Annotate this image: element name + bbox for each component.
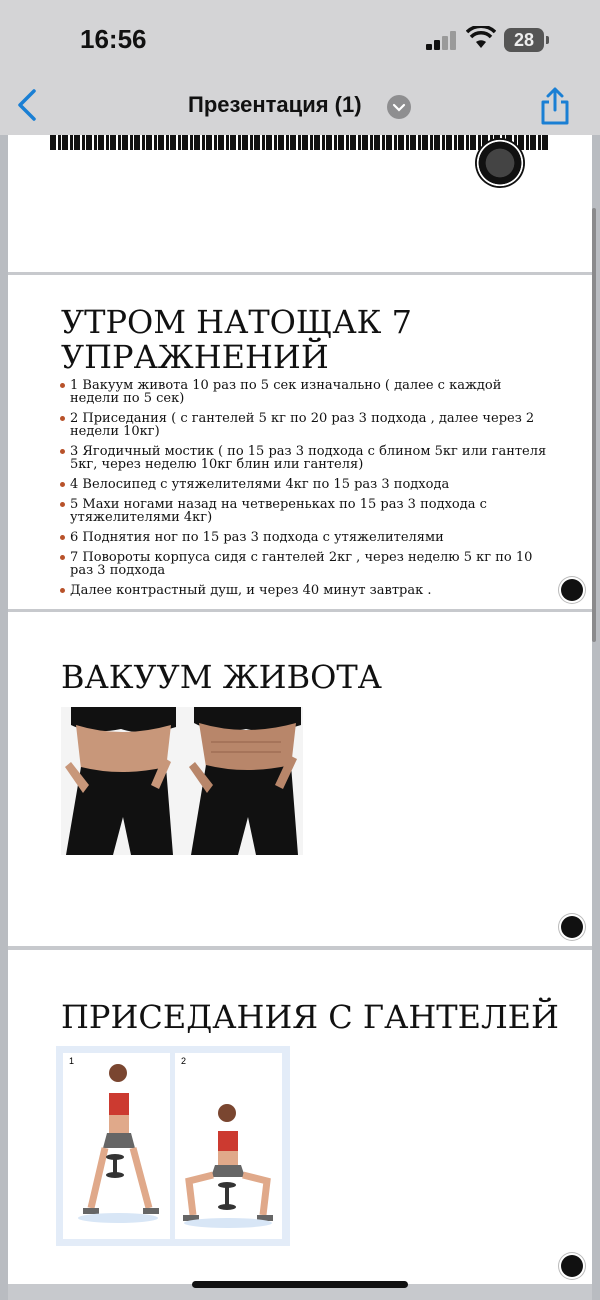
title-menu-chevron-icon[interactable] [387,95,411,119]
back-chevron-icon[interactable] [14,88,40,122]
scroll-indicator[interactable] [592,208,596,642]
list-item: 4 Велосипед с утяжелителями 4кг по 15 раз 3 подхода [60,478,550,491]
cellular-signal-icon [426,30,458,50]
slide-marker-icon[interactable] [561,1255,583,1277]
slide-heading: УТРОМ НАТОЩАК 7 УПРАЖНЕНИЙ [61,303,412,376]
squat-step-2 [175,1053,282,1239]
home-indicator[interactable] [192,1281,408,1288]
slide-marker-icon[interactable] [561,916,583,938]
list-item: Далее контрастный душ, и через 40 минут завтрак . [60,584,550,597]
slide-marker-icon[interactable] [561,579,583,601]
squat-illustration [56,1046,290,1246]
step-number: 2 [181,1056,187,1066]
list-item: 3 Ягодичный мостик ( по 15 раз 3 подхода с блином 5кг или гантеля 5кг, через неделю 10кг блин или гантеля) [60,445,550,471]
list-item: 2 Приседания ( с гантелей 5 кг по 20 раз 3 подхода , далее через 2 недели 10кг) [60,412,550,438]
squat-step-1 [63,1053,170,1239]
list-item: 7 Повороты корпуса сидя с гантелей 2кг , через неделю 5 кг по 10 раз 3 подхода [60,551,550,577]
list-item: 6 Поднятия ног по 15 раз 3 подхода с утяжелителями [60,531,550,544]
battery-icon: 28 [504,28,544,52]
status-time: 16:56 [80,24,147,54]
slide-previous [8,135,592,272]
stamp-logo [475,138,525,188]
list-item: 1 Вакуум живота 10 раз по 5 сек изначально ( далее с каждой недели по 5 сек) [60,379,550,405]
exercise-list [60,379,550,604]
share-icon[interactable] [538,86,572,126]
wifi-icon [466,26,496,50]
slide-heading: ВАКУУМ ЖИВОТА [61,658,382,696]
decorative-border [50,135,548,150]
slide-heading: ПРИСЕДАНИЯ С ГАНТЕЛЕЙ [61,998,559,1036]
list-item: 5 Махи ногами назад на четвереньках по 15 раз 3 подхода с утяжелителями 4кг) [60,498,550,524]
top-bar [0,0,600,135]
document-title[interactable]: Презентация (1) [188,92,362,117]
slide-squats [8,950,592,1284]
slide-vacuum [8,612,592,946]
slide-morning-exercises [8,275,592,609]
document-viewer[interactable] [8,135,592,1300]
vacuum-photo [61,707,303,855]
step-number: 1 [69,1056,75,1066]
